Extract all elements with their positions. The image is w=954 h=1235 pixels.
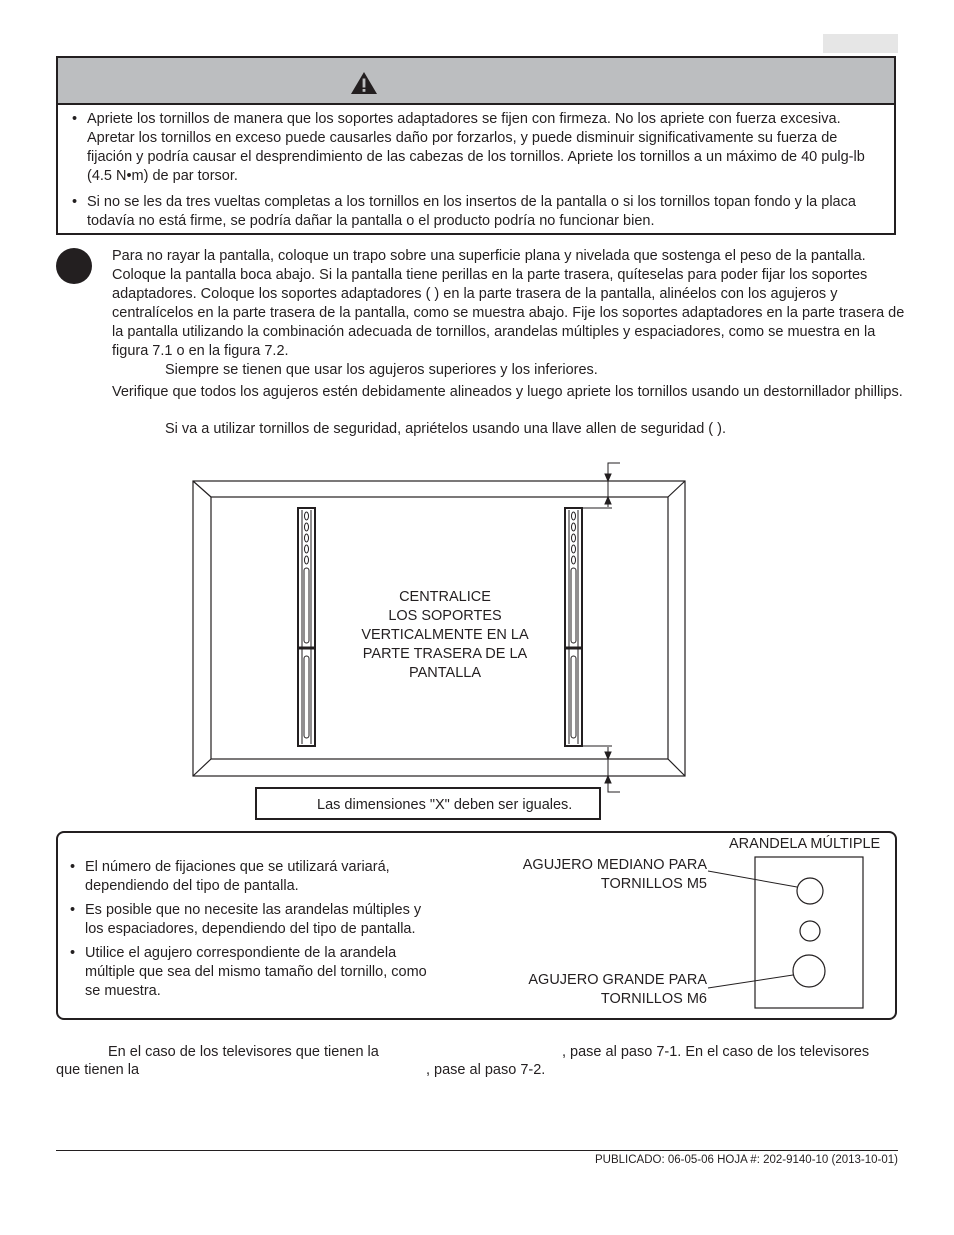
page-number-tab (823, 34, 898, 53)
large-hole-label: AGUJERO GRANDE PARA TORNILLOS M6 (528, 972, 707, 1007)
warning-header (58, 58, 894, 105)
closing-text: , pase al paso 7-1. En el caso de los televisores (562, 1044, 870, 1060)
washer-title: ARANDELA MÚLTIPLE (729, 836, 881, 852)
step-note: Si va a utilizar tornillos de seguridad, apriételos usando una llave allen de seguridad ( ). (165, 421, 726, 437)
closing-text: , pase al paso 7-2. (426, 1062, 546, 1078)
note-item: • Utilice el agujero correspondiente de la arandela múltiple que sea del mismo tamaño del tornillo, como se muestra. (58, 944, 428, 1001)
footer-text: PUBLICADO: 06-05-06 HOJA #: 202-9140-10 (2013-10-01) (595, 1154, 898, 1166)
medium-hole-label: AGUJERO MEDIANO PARA TORNILLOS M5 (522, 857, 707, 892)
small-hole (800, 921, 820, 941)
left-bracket (298, 508, 315, 746)
center-brackets-label: CENTRALICE LOS SOPORTES VERTICALMENTE EN LA PARTE TRASERA DE LA PANTALLA (361, 589, 529, 681)
closing-text: que tienen la (56, 1062, 140, 1078)
caption-text: Las dimensiones "X" deben ser iguales. (317, 797, 573, 813)
right-bracket (565, 508, 582, 746)
warning-item: • Si no se les da tres vueltas completas a los tornillos en los insertos de la pantalla o si los tornillos topan fondo y la placa todavía no está firme, se podría dañar la pantalla o el producto podría no funcionar bien. (60, 193, 880, 231)
warning-box (56, 56, 896, 235)
step-paragraph: Para no rayar la pantalla, coloque un trapo sobre una superficie plana y nivelada que sostenga el peso de la pantalla. Coloque la pantalla boca abajo. Si la pantalla tiene perillas en la parte trasera, quíteselas para poder fijar los soportes adaptadores. Coloque los soportes adaptadores ( ) en la parte trasera de la pantalla, alinéelos con los agujeros y centralícelos en la parte trasera de la pantalla, como se muestra abajo. Fije los soportes adaptadores en la parte trasera de la pantalla utilizando la combinación adecuada de tornillos, arandelas múltiples y espaciadores, como se muestra en la figura 7.1 o en la figura 7.2. (112, 248, 905, 359)
warning-triangle-icon (350, 71, 378, 95)
note-item: • Es posible que no necesite las arandelas múltiples y los espaciadores, dependiendo del tipo de pantalla. (58, 901, 428, 939)
footer-rule (56, 1150, 898, 1151)
note-item: • El número de fijaciones que se utilizará variará, dependiendo del tipo de pantalla. (58, 858, 428, 896)
multi-washer-diagram (700, 850, 870, 1015)
warning-list (60, 110, 880, 238)
large-hole (793, 955, 825, 987)
step-paragraph: Verifique que todos los agujeros estén debidamente alineados y luego apriete los tornillos usando un destornillador phillips. (112, 384, 903, 400)
top-dimension (582, 463, 620, 508)
closing-text: En el caso de los televisores que tienen la (108, 1044, 379, 1060)
warning-item: • Apriete los tornillos de manera que los soportes adaptadores se fijen con firmeza. No los apriete con fuerza excesiva. Apretar los tornillos en exceso puede causarles daño por forzarlos, y puede disminuir significativamente su fuerza de fijación y podría causar el desprendimiento de las cabezas de los tornillos. Apriete los tornillos a un máximo de 40 pulg-lb (4.5 N•m) de par torsor. (60, 110, 880, 186)
bottom-dimension (582, 746, 620, 792)
step-number-circle (56, 248, 92, 284)
step-note: Siempre se tienen que usar los agujeros superiores y los inferiores. (165, 362, 598, 378)
note-list (58, 858, 428, 1006)
caption-box (255, 787, 601, 820)
medium-hole (797, 878, 823, 904)
